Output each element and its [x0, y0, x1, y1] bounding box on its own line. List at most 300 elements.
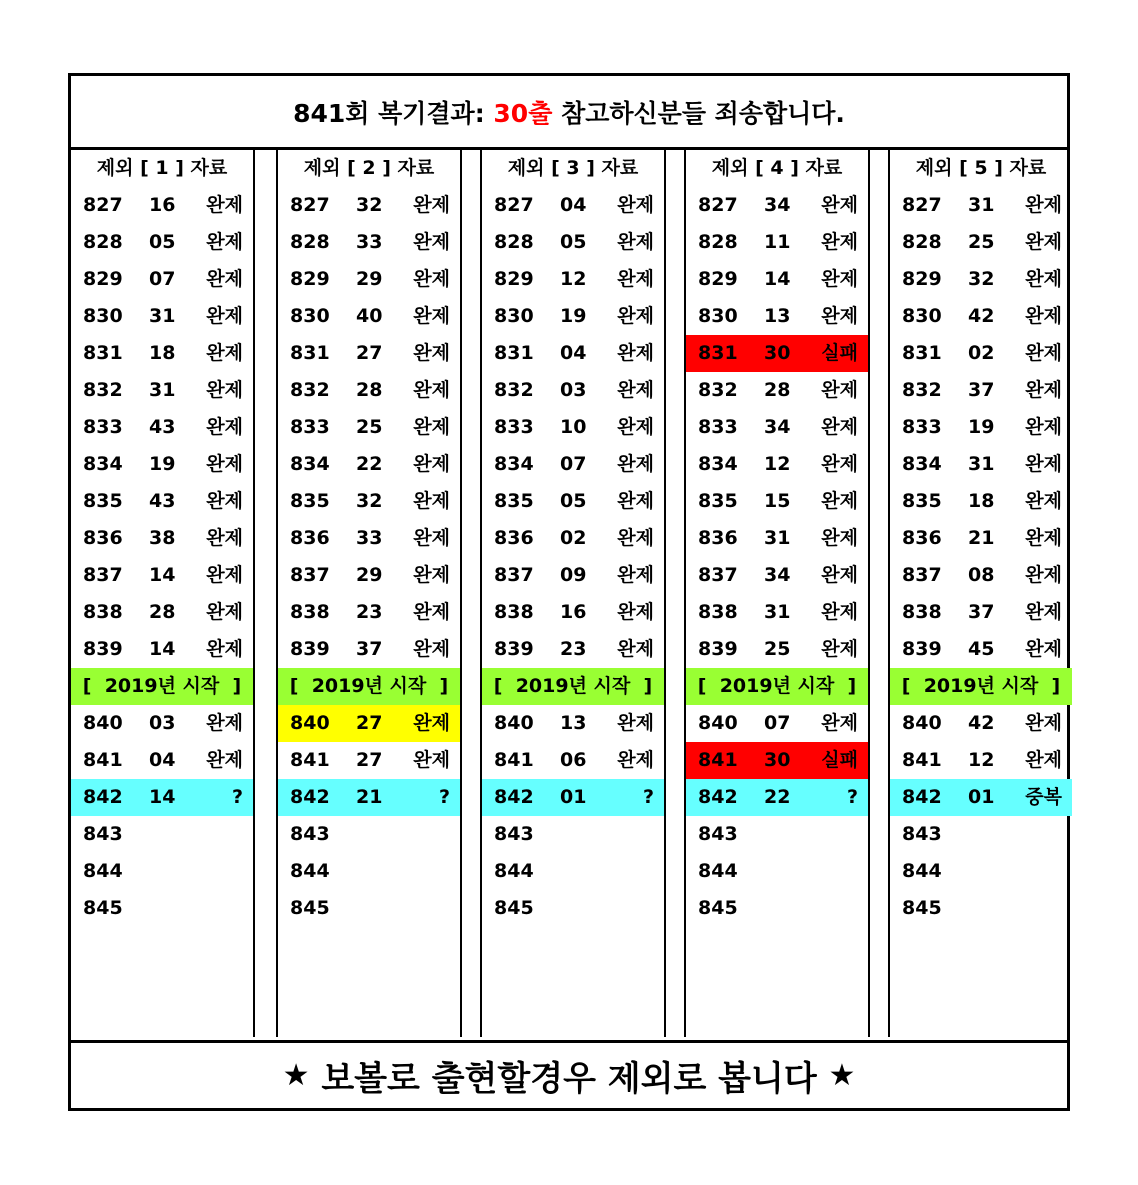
table-row: [890, 446, 1072, 483]
number-cell: 28: [149, 601, 176, 623]
table-row: [71, 853, 253, 890]
table-row: [686, 520, 868, 557]
number-cell: 07: [560, 453, 587, 475]
number-cell: 14: [764, 268, 791, 290]
status-cell: 완제: [413, 194, 450, 216]
table-row: [278, 816, 460, 853]
round-cell: 836: [290, 527, 330, 549]
number-cell: 43: [149, 490, 176, 512]
number-cell: 12: [968, 749, 995, 771]
round-cell: 837: [698, 564, 738, 586]
status-cell: 완제: [1025, 712, 1062, 734]
number-cell: 14: [149, 786, 176, 808]
table-row: [71, 261, 253, 298]
round-cell: 842: [698, 786, 738, 808]
status-cell: 완제: [1025, 527, 1062, 549]
banner-label: [ 2019년 시작 ]: [493, 675, 653, 697]
number-cell: 34: [764, 416, 791, 438]
table-row: [686, 779, 868, 816]
status-cell: 완제: [413, 712, 450, 734]
status-cell: 완제: [821, 638, 858, 660]
number-cell: 34: [764, 564, 791, 586]
number-cell: 43: [149, 416, 176, 438]
table-row: [278, 335, 460, 372]
number-cell: 16: [560, 601, 587, 623]
round-cell: 841: [698, 749, 738, 771]
table-row: [71, 742, 253, 779]
table-row: [278, 298, 460, 335]
round-cell: 839: [290, 638, 330, 660]
table-row: [482, 372, 664, 409]
status-cell: 완제: [617, 379, 654, 401]
round-cell: 827: [494, 194, 534, 216]
number-cell: 32: [356, 490, 383, 512]
round-cell: 827: [902, 194, 942, 216]
status-cell: 완제: [206, 712, 243, 734]
round-cell: 828: [902, 231, 942, 253]
table-row: [278, 742, 460, 779]
table-row: [890, 705, 1072, 742]
table-row: [686, 816, 868, 853]
number-cell: 13: [764, 305, 791, 327]
status-cell: 완제: [413, 268, 450, 290]
number-cell: 40: [356, 305, 383, 327]
column-header: 제외 [ 5 ] 자료: [915, 157, 1047, 179]
round-cell: 842: [494, 786, 534, 808]
table-row: [71, 335, 253, 372]
round-cell: 840: [83, 712, 123, 734]
table-row: [890, 853, 1072, 890]
status-cell: 완제: [413, 564, 450, 586]
round-cell: 838: [698, 601, 738, 623]
table-row: [482, 483, 664, 520]
status-cell: 완제: [617, 453, 654, 475]
number-cell: 10: [560, 416, 587, 438]
table-row: [482, 298, 664, 335]
status-cell: 완제: [617, 194, 654, 216]
round-cell: 845: [902, 897, 942, 919]
number-cell: 21: [356, 786, 383, 808]
status-cell: 완제: [821, 490, 858, 512]
number-cell: 08: [968, 564, 995, 586]
number-cell: 03: [149, 712, 176, 734]
status-cell: 완제: [206, 231, 243, 253]
number-cell: 05: [560, 490, 587, 512]
status-cell: 완제: [1025, 601, 1062, 623]
table-row: [482, 335, 664, 372]
data-column-1: [71, 150, 255, 1037]
round-cell: 831: [83, 342, 123, 364]
number-cell: 23: [356, 601, 383, 623]
round-cell: 838: [290, 601, 330, 623]
round-cell: 841: [902, 749, 942, 771]
table-row: [71, 594, 253, 631]
table-row: [890, 594, 1072, 631]
status-cell: 완제: [1025, 453, 1062, 475]
table-row: [686, 409, 868, 446]
table-row: [278, 409, 460, 446]
round-cell: 835: [290, 490, 330, 512]
status-cell: 완제: [821, 194, 858, 216]
round-cell: 835: [698, 490, 738, 512]
table-row: [278, 520, 460, 557]
table-row: [71, 557, 253, 594]
round-cell: 842: [290, 786, 330, 808]
round-cell: 839: [494, 638, 534, 660]
status-cell: 완제: [1025, 194, 1062, 216]
status-cell: 완제: [821, 231, 858, 253]
status-cell: 완제: [617, 490, 654, 512]
title-highlight: 30출: [493, 98, 553, 128]
table-row: [278, 483, 460, 520]
table-row: [482, 890, 664, 927]
status-cell: 완제: [617, 231, 654, 253]
number-cell: 23: [560, 638, 587, 660]
round-cell: 838: [83, 601, 123, 623]
status-cell: 완제: [617, 638, 654, 660]
table-row: [71, 779, 253, 816]
table-row: [278, 187, 460, 224]
column-header: 제외 [ 1 ] 자료: [96, 157, 228, 179]
round-cell: 838: [902, 601, 942, 623]
status-cell: ?: [846, 786, 858, 808]
number-cell: 28: [356, 379, 383, 401]
status-cell: 완제: [617, 305, 654, 327]
table-row: [890, 483, 1072, 520]
number-cell: 22: [764, 786, 791, 808]
table-row: [482, 520, 664, 557]
table-row: [482, 446, 664, 483]
status-cell: 완제: [206, 564, 243, 586]
round-cell: 840: [290, 712, 330, 734]
table-row: [278, 890, 460, 927]
table-row: [278, 446, 460, 483]
table-row: [482, 224, 664, 261]
round-cell: 845: [83, 897, 123, 919]
number-cell: 11: [764, 231, 791, 253]
number-cell: 31: [149, 305, 176, 327]
column-header: 제외 [ 4 ] 자료: [711, 157, 843, 179]
round-cell: 837: [902, 564, 942, 586]
status-cell: 완제: [821, 712, 858, 734]
round-cell: 834: [698, 453, 738, 475]
column-header: 제외 [ 3 ] 자료: [507, 157, 639, 179]
status-cell: 완제: [821, 453, 858, 475]
status-cell: 완제: [821, 305, 858, 327]
number-cell: 07: [149, 268, 176, 290]
round-cell: 830: [83, 305, 123, 327]
table-row: [890, 557, 1072, 594]
round-cell: 834: [290, 453, 330, 475]
number-cell: 12: [764, 453, 791, 475]
status-cell: 완제: [1025, 490, 1062, 512]
status-cell: 완제: [413, 490, 450, 512]
round-cell: 841: [494, 749, 534, 771]
round-cell: 842: [83, 786, 123, 808]
number-cell: 27: [356, 712, 383, 734]
status-cell: 완제: [617, 527, 654, 549]
star-right-icon: ★: [828, 1058, 856, 1093]
table-row: [482, 853, 664, 890]
status-cell: 완제: [821, 379, 858, 401]
status-cell: 완제: [1025, 564, 1062, 586]
round-cell: 828: [494, 231, 534, 253]
status-cell: 완제: [206, 194, 243, 216]
title-prefix: 841회 복기결과:: [293, 98, 494, 128]
data-column-5: [888, 150, 1072, 1037]
table-row: [686, 298, 868, 335]
status-cell: 완제: [206, 416, 243, 438]
status-cell: 완제: [617, 268, 654, 290]
round-cell: 844: [290, 860, 330, 882]
round-cell: 833: [698, 416, 738, 438]
number-cell: 29: [356, 268, 383, 290]
status-cell: 완제: [821, 564, 858, 586]
round-cell: 843: [290, 823, 330, 845]
round-cell: 829: [290, 268, 330, 290]
round-cell: 843: [902, 823, 942, 845]
round-cell: 832: [83, 379, 123, 401]
footer-text: 보볼로 출현할경우 제외로 봅니다: [309, 1059, 829, 1099]
table-row: [686, 224, 868, 261]
season-start-banner: [278, 668, 460, 705]
round-cell: 830: [698, 305, 738, 327]
number-cell: 04: [149, 749, 176, 771]
round-cell: 835: [494, 490, 534, 512]
table-row: [482, 631, 664, 668]
table-row: [278, 261, 460, 298]
status-cell: 완제: [413, 231, 450, 253]
status-cell: 완제: [413, 601, 450, 623]
number-cell: 42: [968, 712, 995, 734]
round-cell: 838: [494, 601, 534, 623]
table-row: [71, 372, 253, 409]
table-row: [686, 483, 868, 520]
status-cell: 완제: [821, 416, 858, 438]
number-cell: 30: [764, 342, 791, 364]
round-cell: 832: [698, 379, 738, 401]
table-row: [686, 557, 868, 594]
table-row: [482, 187, 664, 224]
table-row: [482, 705, 664, 742]
number-cell: 28: [764, 379, 791, 401]
round-cell: 845: [494, 897, 534, 919]
banner-label: [ 2019년 시작 ]: [901, 675, 1061, 697]
table-row: [482, 261, 664, 298]
number-cell: 31: [968, 194, 995, 216]
star-left-icon: ★: [282, 1058, 310, 1093]
season-start-banner: [71, 668, 253, 705]
number-cell: 09: [560, 564, 587, 586]
column-header: 제외 [ 2 ] 자료: [303, 157, 435, 179]
number-cell: 05: [560, 231, 587, 253]
number-cell: 31: [764, 527, 791, 549]
round-cell: 830: [494, 305, 534, 327]
table-row: [71, 816, 253, 853]
title-suffix: 참고하신분들 죄송합니다.: [552, 98, 845, 128]
table-row: [278, 557, 460, 594]
status-cell: 완제: [206, 379, 243, 401]
table-row: [890, 298, 1072, 335]
table-row: [278, 372, 460, 409]
status-cell: 완제: [1025, 305, 1062, 327]
round-cell: 837: [290, 564, 330, 586]
number-cell: 27: [356, 749, 383, 771]
round-cell: 831: [494, 342, 534, 364]
table-row: [890, 520, 1072, 557]
round-cell: 836: [902, 527, 942, 549]
number-cell: 04: [560, 342, 587, 364]
round-cell: 827: [290, 194, 330, 216]
status-cell: ?: [231, 786, 243, 808]
round-cell: 833: [494, 416, 534, 438]
round-cell: 832: [902, 379, 942, 401]
round-cell: 829: [494, 268, 534, 290]
round-cell: 833: [290, 416, 330, 438]
status-cell: 완제: [821, 601, 858, 623]
table-row: [71, 520, 253, 557]
table-row: [482, 816, 664, 853]
data-column-2: [276, 150, 462, 1037]
number-cell: 02: [968, 342, 995, 364]
table-row: [686, 187, 868, 224]
status-cell: 완제: [206, 490, 243, 512]
number-cell: 37: [356, 638, 383, 660]
status-cell: 완제: [1025, 231, 1062, 253]
table-row: [71, 483, 253, 520]
status-cell: 실패: [821, 342, 858, 364]
round-cell: 827: [83, 194, 123, 216]
table-row: [686, 372, 868, 409]
table-row: [71, 890, 253, 927]
status-cell: 완제: [206, 453, 243, 475]
table-row: [482, 594, 664, 631]
status-cell: 완제: [413, 527, 450, 549]
round-cell: 843: [83, 823, 123, 845]
number-cell: 42: [968, 305, 995, 327]
round-cell: 833: [83, 416, 123, 438]
status-cell: 완제: [206, 268, 243, 290]
round-cell: 834: [902, 453, 942, 475]
status-cell: 완제: [206, 305, 243, 327]
number-cell: 13: [560, 712, 587, 734]
table-row: [278, 705, 460, 742]
round-cell: 839: [902, 638, 942, 660]
round-cell: 828: [83, 231, 123, 253]
round-cell: 836: [83, 527, 123, 549]
number-cell: 31: [764, 601, 791, 623]
round-cell: 844: [494, 860, 534, 882]
number-cell: 29: [356, 564, 383, 586]
season-start-banner: [890, 668, 1072, 705]
round-cell: 842: [902, 786, 942, 808]
number-cell: 05: [149, 231, 176, 253]
table-row: [686, 742, 868, 779]
number-cell: 38: [149, 527, 176, 549]
table-row: [71, 187, 253, 224]
number-cell: 27: [356, 342, 383, 364]
number-cell: 06: [560, 749, 587, 771]
number-cell: 15: [764, 490, 791, 512]
status-cell: 완제: [206, 749, 243, 771]
round-cell: 845: [698, 897, 738, 919]
banner-label: [ 2019년 시작 ]: [82, 675, 242, 697]
number-cell: 25: [968, 231, 995, 253]
number-cell: 32: [356, 194, 383, 216]
status-cell: 완제: [206, 527, 243, 549]
table-row: [890, 224, 1072, 261]
number-cell: 33: [356, 231, 383, 253]
round-cell: 837: [83, 564, 123, 586]
table-row: [686, 705, 868, 742]
round-cell: 844: [698, 860, 738, 882]
round-cell: 828: [698, 231, 738, 253]
round-cell: 830: [902, 305, 942, 327]
table-row: [278, 779, 460, 816]
number-cell: 32: [968, 268, 995, 290]
round-cell: 831: [902, 342, 942, 364]
status-cell: 완제: [821, 268, 858, 290]
number-cell: 03: [560, 379, 587, 401]
footer-note: [71, 1040, 1067, 1108]
number-cell: 16: [149, 194, 176, 216]
number-cell: 34: [764, 194, 791, 216]
round-cell: 835: [902, 490, 942, 512]
round-cell: 840: [902, 712, 942, 734]
round-cell: 827: [698, 194, 738, 216]
round-cell: 829: [698, 268, 738, 290]
status-cell: 완제: [617, 601, 654, 623]
number-cell: 21: [968, 527, 995, 549]
status-cell: 중복: [1025, 786, 1062, 808]
round-cell: 832: [290, 379, 330, 401]
round-cell: 829: [902, 268, 942, 290]
table-row: [482, 409, 664, 446]
status-cell: 완제: [821, 527, 858, 549]
table-row: [890, 779, 1072, 816]
table-row: [686, 446, 868, 483]
table-row: [890, 816, 1072, 853]
table-row: [686, 631, 868, 668]
status-cell: 완제: [617, 342, 654, 364]
status-cell: 완제: [206, 638, 243, 660]
number-cell: 19: [968, 416, 995, 438]
table-row: [482, 742, 664, 779]
round-cell: 845: [290, 897, 330, 919]
status-cell: 완제: [413, 305, 450, 327]
round-cell: 832: [494, 379, 534, 401]
table-row: [482, 557, 664, 594]
number-cell: 02: [560, 527, 587, 549]
table-row: [890, 187, 1072, 224]
number-cell: 19: [149, 453, 176, 475]
round-cell: 834: [494, 453, 534, 475]
round-cell: 836: [494, 527, 534, 549]
round-cell: 844: [902, 860, 942, 882]
round-cell: 831: [698, 342, 738, 364]
round-cell: 844: [83, 860, 123, 882]
table-row: [686, 853, 868, 890]
table-row: [890, 409, 1072, 446]
round-cell: 830: [290, 305, 330, 327]
table-row: [890, 335, 1072, 372]
table-row: [686, 335, 868, 372]
number-cell: 12: [560, 268, 587, 290]
number-cell: 07: [764, 712, 791, 734]
number-cell: 31: [968, 453, 995, 475]
table-row: [686, 594, 868, 631]
round-cell: 836: [698, 527, 738, 549]
